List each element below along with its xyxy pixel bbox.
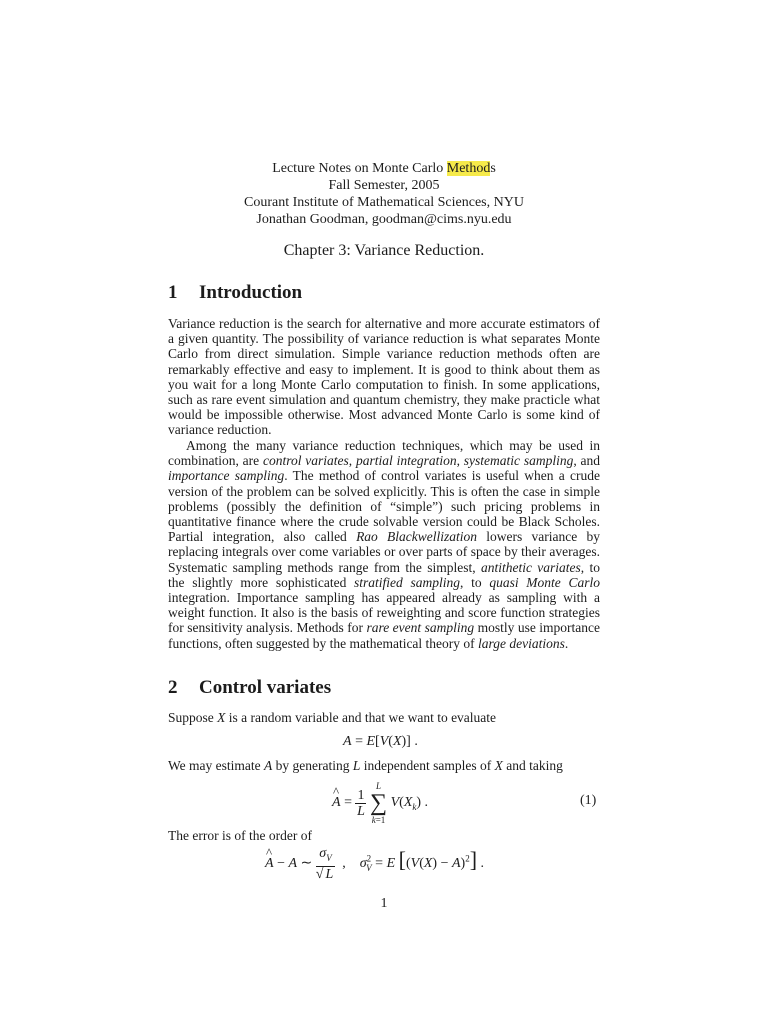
paragraph-text-run: mostly use importance functions, often suggested by the mathematical theory of	[168, 620, 601, 651]
paragraph-text-run: , and	[573, 453, 601, 469]
equation-number: (1)	[580, 793, 597, 808]
emphasized-term: importance sampling	[168, 468, 285, 484]
emphasized-term: control variates	[262, 453, 349, 469]
paragraph-text-run: , to the slightly more sophisticated	[168, 559, 600, 590]
control-paragraph-3: The error is of the order of	[168, 828, 312, 843]
intro-paragraph-1: Variance reduction is the search for alternative and more accurate estimators of a given quantity. The possibility of variance reduction is what separates Monte Carlo from direct simulation. Simple variance reduction methods often are remarkably effective and easy to implement. It is good to think about them as you wait for a long Monte Carlo computation to finish. In some applications, such as rare event simulation and quantum chemistry, they make practicle what would be impossible otherwise. Most advanced Monte Carlo is some kind of variance reduction.	[168, 316, 600, 438]
control-paragraph-2: We may estimate A by generating L independent samples of X and taking	[168, 758, 563, 773]
paragraph-text-run: . The method of control variates is useful when a crude version of the problem can be solved explicitly. This is often the case in simple problems (possibly the definition of “simple”) such pricing problems in quantitative finance where the crude solvable version could be Black Scholes. Partial integration, also called	[168, 468, 600, 545]
semester-line: Fall Semester, 2005	[328, 178, 440, 193]
paragraph-text-run: integration. Importance sampling has appeared already as sampling with a weight function. It also is the basis of reweighting and score function strategies for sensitivity analysis. Methods for	[168, 590, 600, 636]
equation-expectation: A = E[V(X)] .	[343, 734, 418, 749]
paragraph-text-run: ,	[456, 453, 464, 469]
paragraph-text-run: , to	[460, 574, 490, 590]
emphasized-term: stratified sampling	[354, 574, 461, 590]
section-heading-introduction: 1 Introduction	[168, 282, 303, 303]
author-line: Jonathan Goodman, goodman@cims.nyu.edu	[256, 212, 512, 227]
equation-error: ^ A − A ∼ $\frac{\sigma_V}{√ L}$ , $\sigma^2_V = E$ $[(V(X) - A)^2]$ .	[265, 846, 484, 882]
emphasized-term: large deviations	[478, 635, 565, 651]
institution-line: Courant Institute of Mathematical Sciences, NYU	[244, 195, 524, 210]
emphasized-term: rare event sampling	[366, 620, 475, 636]
paragraph-text-run: .	[564, 635, 569, 651]
title-block	[0, 160, 768, 228]
section-heading-control-variates: 2 Control variates	[168, 677, 332, 698]
title-line: Lecture Notes on Monte Carlo Methods	[272, 161, 496, 176]
equation-estimator: ^ A = $\frac{1}{L}$ L ∑ k=1 $V(X_k)$ .	[332, 781, 428, 825]
emphasized-term: quasi Monte Carlo	[489, 574, 600, 590]
control-paragraph-1: Suppose X is a random variable and that we want to evaluate	[168, 710, 497, 725]
search-highlight: Method	[446, 161, 491, 176]
page-number: 1	[380, 896, 388, 911]
chapter-title: Chapter 3: Variance Reduction.	[283, 242, 485, 259]
emphasized-term: systematic sampling	[463, 453, 574, 469]
paragraph-text-run: Among the many variance reduction techniques, which may be used in combination, are	[168, 438, 600, 469]
intro-paragraph-2	[168, 438, 600, 651]
emphasized-term: antithetic variates	[480, 559, 581, 575]
paragraph-text-run: lowers variance by replacing integrals over come variables or over parts of space by their averages. Systematic sampling methods range from the simplest,	[168, 529, 600, 575]
emphasized-term: Rao Blackwellization	[356, 529, 478, 545]
paragraph-text-run: ,	[348, 453, 356, 469]
emphasized-term: partial integration	[356, 453, 457, 469]
